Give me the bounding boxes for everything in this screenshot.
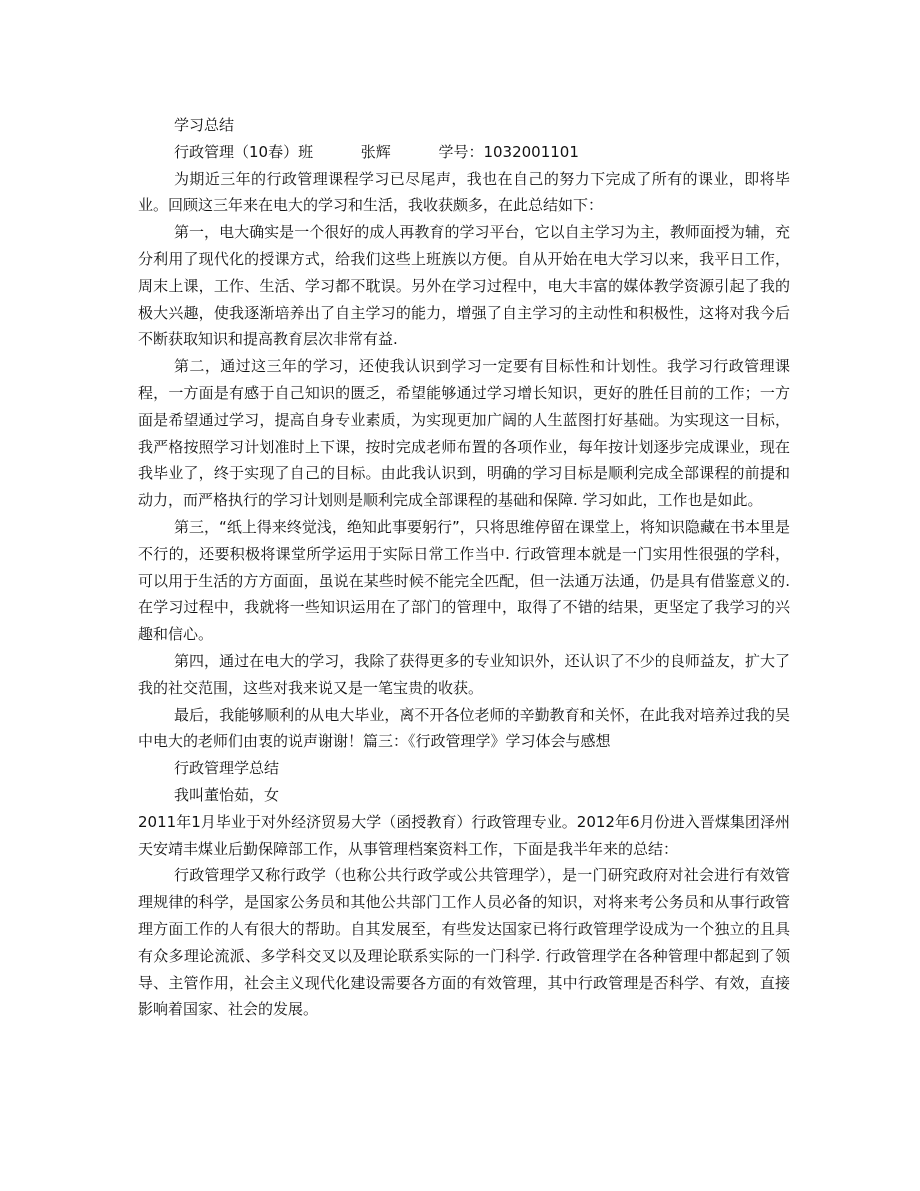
paragraph-3: 第三，“纸上得来终觉浅，绝知此事要躬行”，只将思维停留在课堂上，将知识隐藏在书本里是不行的，还要积极将课堂所学运用于实际日常工作当中. 行政管理本就是一门实用性很强的学科，可以用于生活的方方面面，虽说在某些时候不能完全匹配，但一法通万法通，仍是具有借鉴意义的. 在学习过程中，我就将一些知识运用在了部门的管理中，取得了不错的结果，更坚定了我学习的兴趣和信心。 bbox=[138, 517, 790, 644]
paragraph-1: 第一，电大确实是一个很好的成人再教育的学习平台，它以自主学习为主，教师面授为辅，充分利用了现代化的授课方式，给我们这些上班族以方便。自从开始在电大学习以来，我平日工作，周末上课，工作、生活、学习都不耽误。另外在学习过程中，电大丰富的媒体教学资源引起了我的极大兴趣，使我逐渐培养出了自主学习的能力，增强了自主学习的主动性和积极性，这将对我今后不断获取知识和提高教育层次非常有益. bbox=[138, 223, 790, 349]
paragraph-4: 第四，通过在电大的学习，我除了获得更多的专业知识外，还认识了不少的良师益友，扩大了我的社交范围，这些对我来说又是一笔宝贵的收获。 bbox=[138, 651, 790, 697]
paragraph-2: 第二，通过这三年的学习，还使我认识到学习一定要有目标性和计划性。我学习行政管理课程，一方面是有感于自己知识的匮乏，希望能够通过学习增长知识，更好的胜任目前的工作；一方面是希望通过学习，提高自身专业素质，为实现更加广阔的人生蓝图打好基础。为实现这一目标，我严格按照学习计划准时上下课，按时完成老师布置的各项作业，每年按计划逐步完成课业，现在我毕业了，终于实现了自己的目标。由此我认识到，明确的学习目标是顺利完成全部课程的前提和动力，而严格执行的学习计划则是顺利完成全部课程的基础和保障. 学习如此，工作也是如此。 bbox=[138, 357, 790, 510]
paragraph-5: 最后，我能够顺利的从电大毕业，离不开各位老师的辛勤教育和关怀，在此我对培养过我的吴中电大的老师们由衷的说声谢谢！篇三：《行政管理学》学习体会与感想 bbox=[138, 705, 790, 751]
paragraph-6: 2011年1月毕业于对外经济贸易大学（函授教育）行政管理专业。2012年6月份进入晋煤集团泽州天安靖丰煤业后勤保障部工作，从事管理档案资料工作，下面是我半年来的总结： bbox=[138, 812, 790, 858]
author-line: 我叫董怡茹，女 bbox=[174, 785, 280, 804]
doc-meta: 行政管理（10春）班 张辉 学号：1032001101 bbox=[174, 142, 579, 161]
intro-paragraph: 为期近三年的行政管理课程学习已尽尾声，我也在自己的努力下完成了所有的课业，即将毕业。回顾这三年来在电大的学习和生活，我收获颇多，在此总结如下： bbox=[138, 169, 790, 215]
document-body bbox=[138, 112, 790, 1023]
paragraph-7: 行政管理学又称行政学（也称公共行政学或公共管理学），是一门研究政府对社会进行有效管理规律的科学，是国家公务员和其他公共部门工作人员必备的知识，对将来考公务员和从事行政管理方面工作的人有很大的帮助。自其发展至，有些发达国家已将行政管理学设成为一个独立的且具有众多理论流派、多学科交叉以及理论联系实际的一门科学. 行政管理学在各种管理中都起到了领导、主管作用，社会主义现代化建设需要各方面的有效管理，其中行政管理是否科学、有效，直接影响着国家、社会的发展。 bbox=[138, 866, 790, 1019]
section-title: 行政管理学总结 bbox=[174, 759, 280, 778]
doc-title: 学习总结 bbox=[174, 116, 235, 134]
